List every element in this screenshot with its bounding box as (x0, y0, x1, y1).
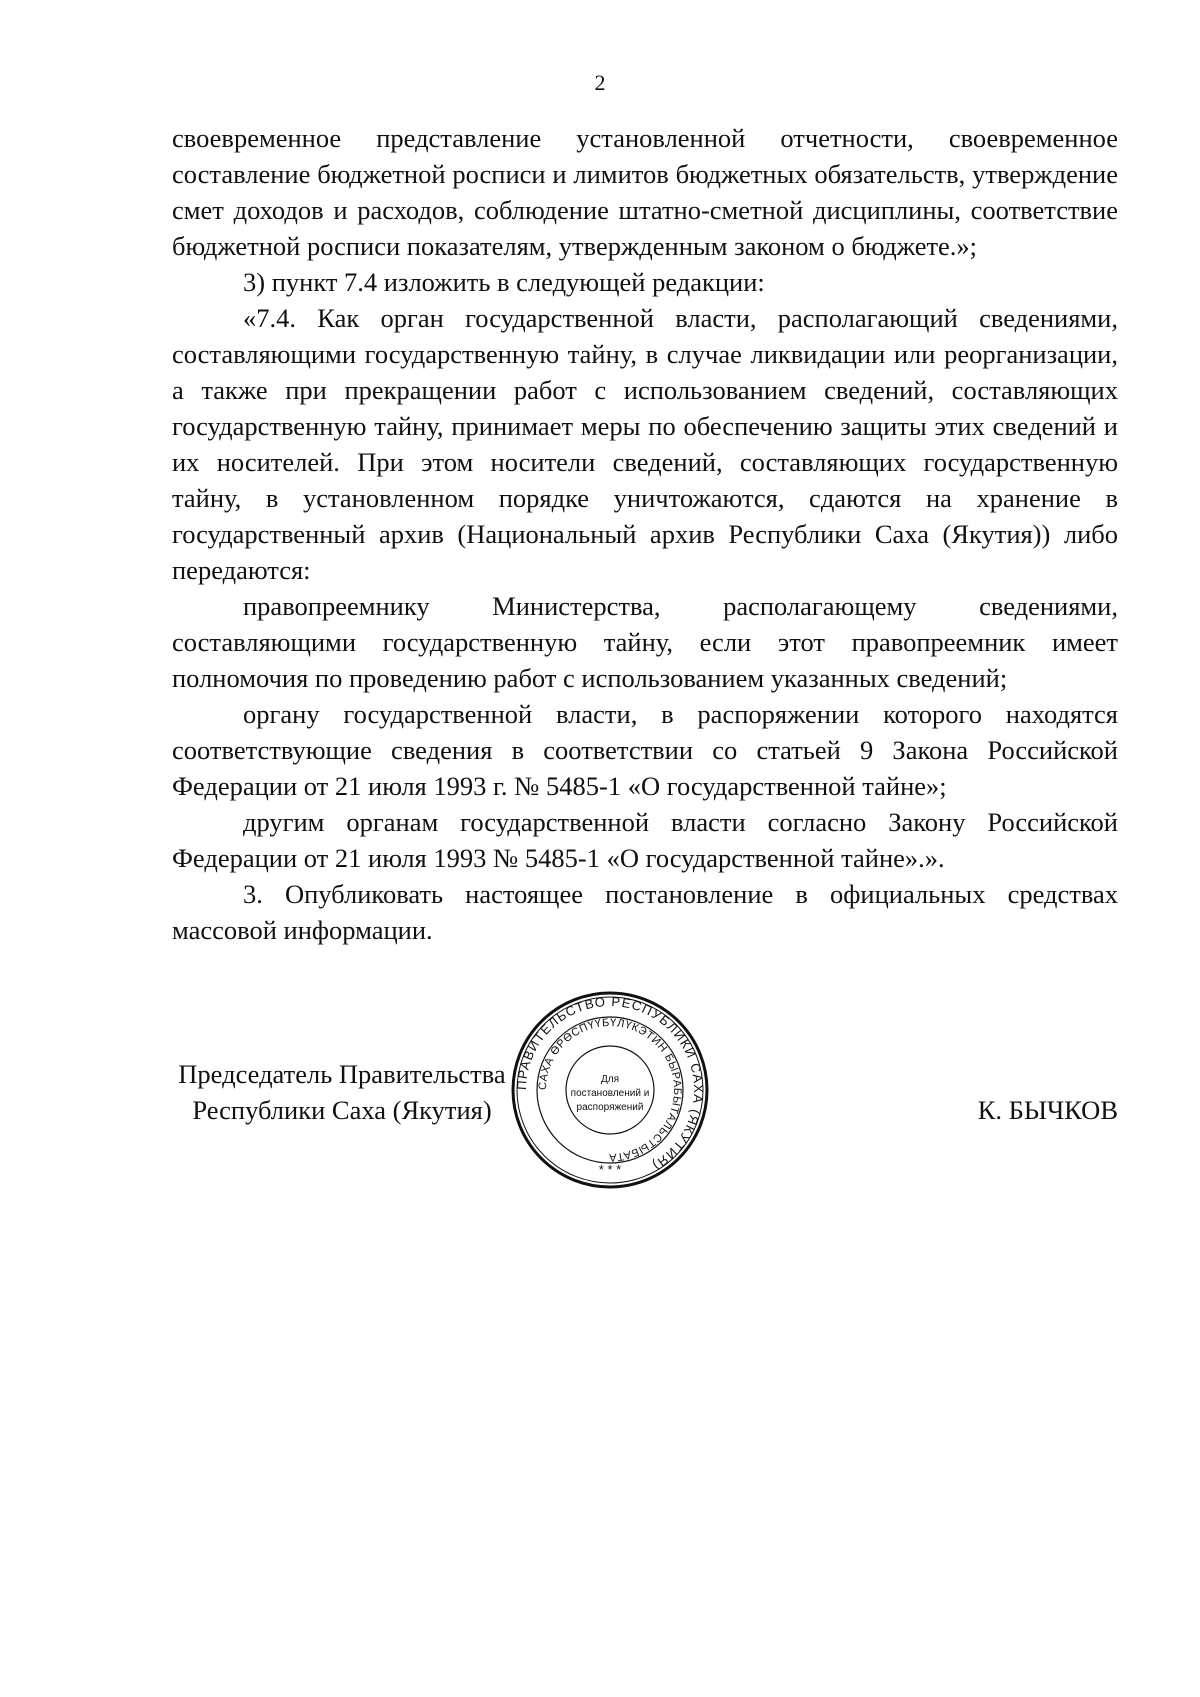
signatory-name: К. БЫЧКОВ (977, 1095, 1118, 1125)
paragraph: правопреемнику Министерства, располагающему сведениями, составляющими государственную тайну, если этот правопреемник имеет полномочия по проведению работ с использованием указанных сведений; (172, 591, 1118, 693)
official-seal (510, 990, 710, 1190)
document-body (172, 120, 1118, 948)
seal-center-line-2: постановлений и (570, 1088, 650, 1099)
seal-center-line-3: распоряжений (576, 1102, 644, 1113)
seal-graphic (510, 990, 710, 1190)
seal-center-line-1: Для (600, 1074, 620, 1085)
seal-outer-textpath: ПРАВИТЕЛЬСТВО РЕСПУБЛИКИ САХА (ЯКУТИЯ) (513, 993, 707, 1174)
signatory-title-line-2: Республики Саха (Якутия) (192, 1095, 492, 1125)
paragraph: другим органам государственной власти согласно Закону Российской Федерации от 21 июля 1993 № 5485-1 «О государственной тайне».». (172, 807, 1118, 873)
signatory-title-line-1: Председатель Правительства (178, 1059, 506, 1089)
paragraph: своевременное представление установленной отчетности, своевременное составление бюджетной росписи и лимитов бюджетных обязательств, утверждение смет доходов и расходов, соблюдение штатно-сметной дисциплины, соответствие бюджетной росписи показателям, утвержденным законом о бюджете.»; (172, 123, 1118, 261)
seal-stars: * * * (598, 1162, 622, 1177)
paragraph: 3) пункт 7.4 изложить в следующей редакции: (243, 267, 765, 297)
page-number: 2 (594, 70, 606, 95)
signatory-title (172, 1056, 512, 1128)
paragraph: 3. Опубликовать настоящее постановление в официальных средствах массовой информации. (172, 879, 1118, 945)
paragraph: органу государственной власти, в распоряжении которого находятся соответствующие сведения в соответствии со статьей 9 Закона Российской Федерации от 21 июля 1993 г. № 5485-1 «О государственной тайне»; (172, 699, 1118, 801)
seal-inner-textpath: САХА ӨРӨСПҮҮБҮЛҮКЭТИН БЫРАБЫТАЛЬСТЫБАТА (536, 1016, 684, 1164)
paragraph: «7.4. Как орган государственной власти, располагающий сведениями, составляющими государственную тайну, в случае ликвидации или реорганизации, а также при прекращении работ с использованием сведений, составляющих государственную тайну, принимает меры по обеспечению защиты этих сведений и их носителей. При этом носители сведений, составляющих государственную тайну, в установленном порядке уничтожаются, сдаются на хранение в государственный архив (Национальный архив Республики Саха (Якутия)) либо передаются: (172, 303, 1118, 585)
